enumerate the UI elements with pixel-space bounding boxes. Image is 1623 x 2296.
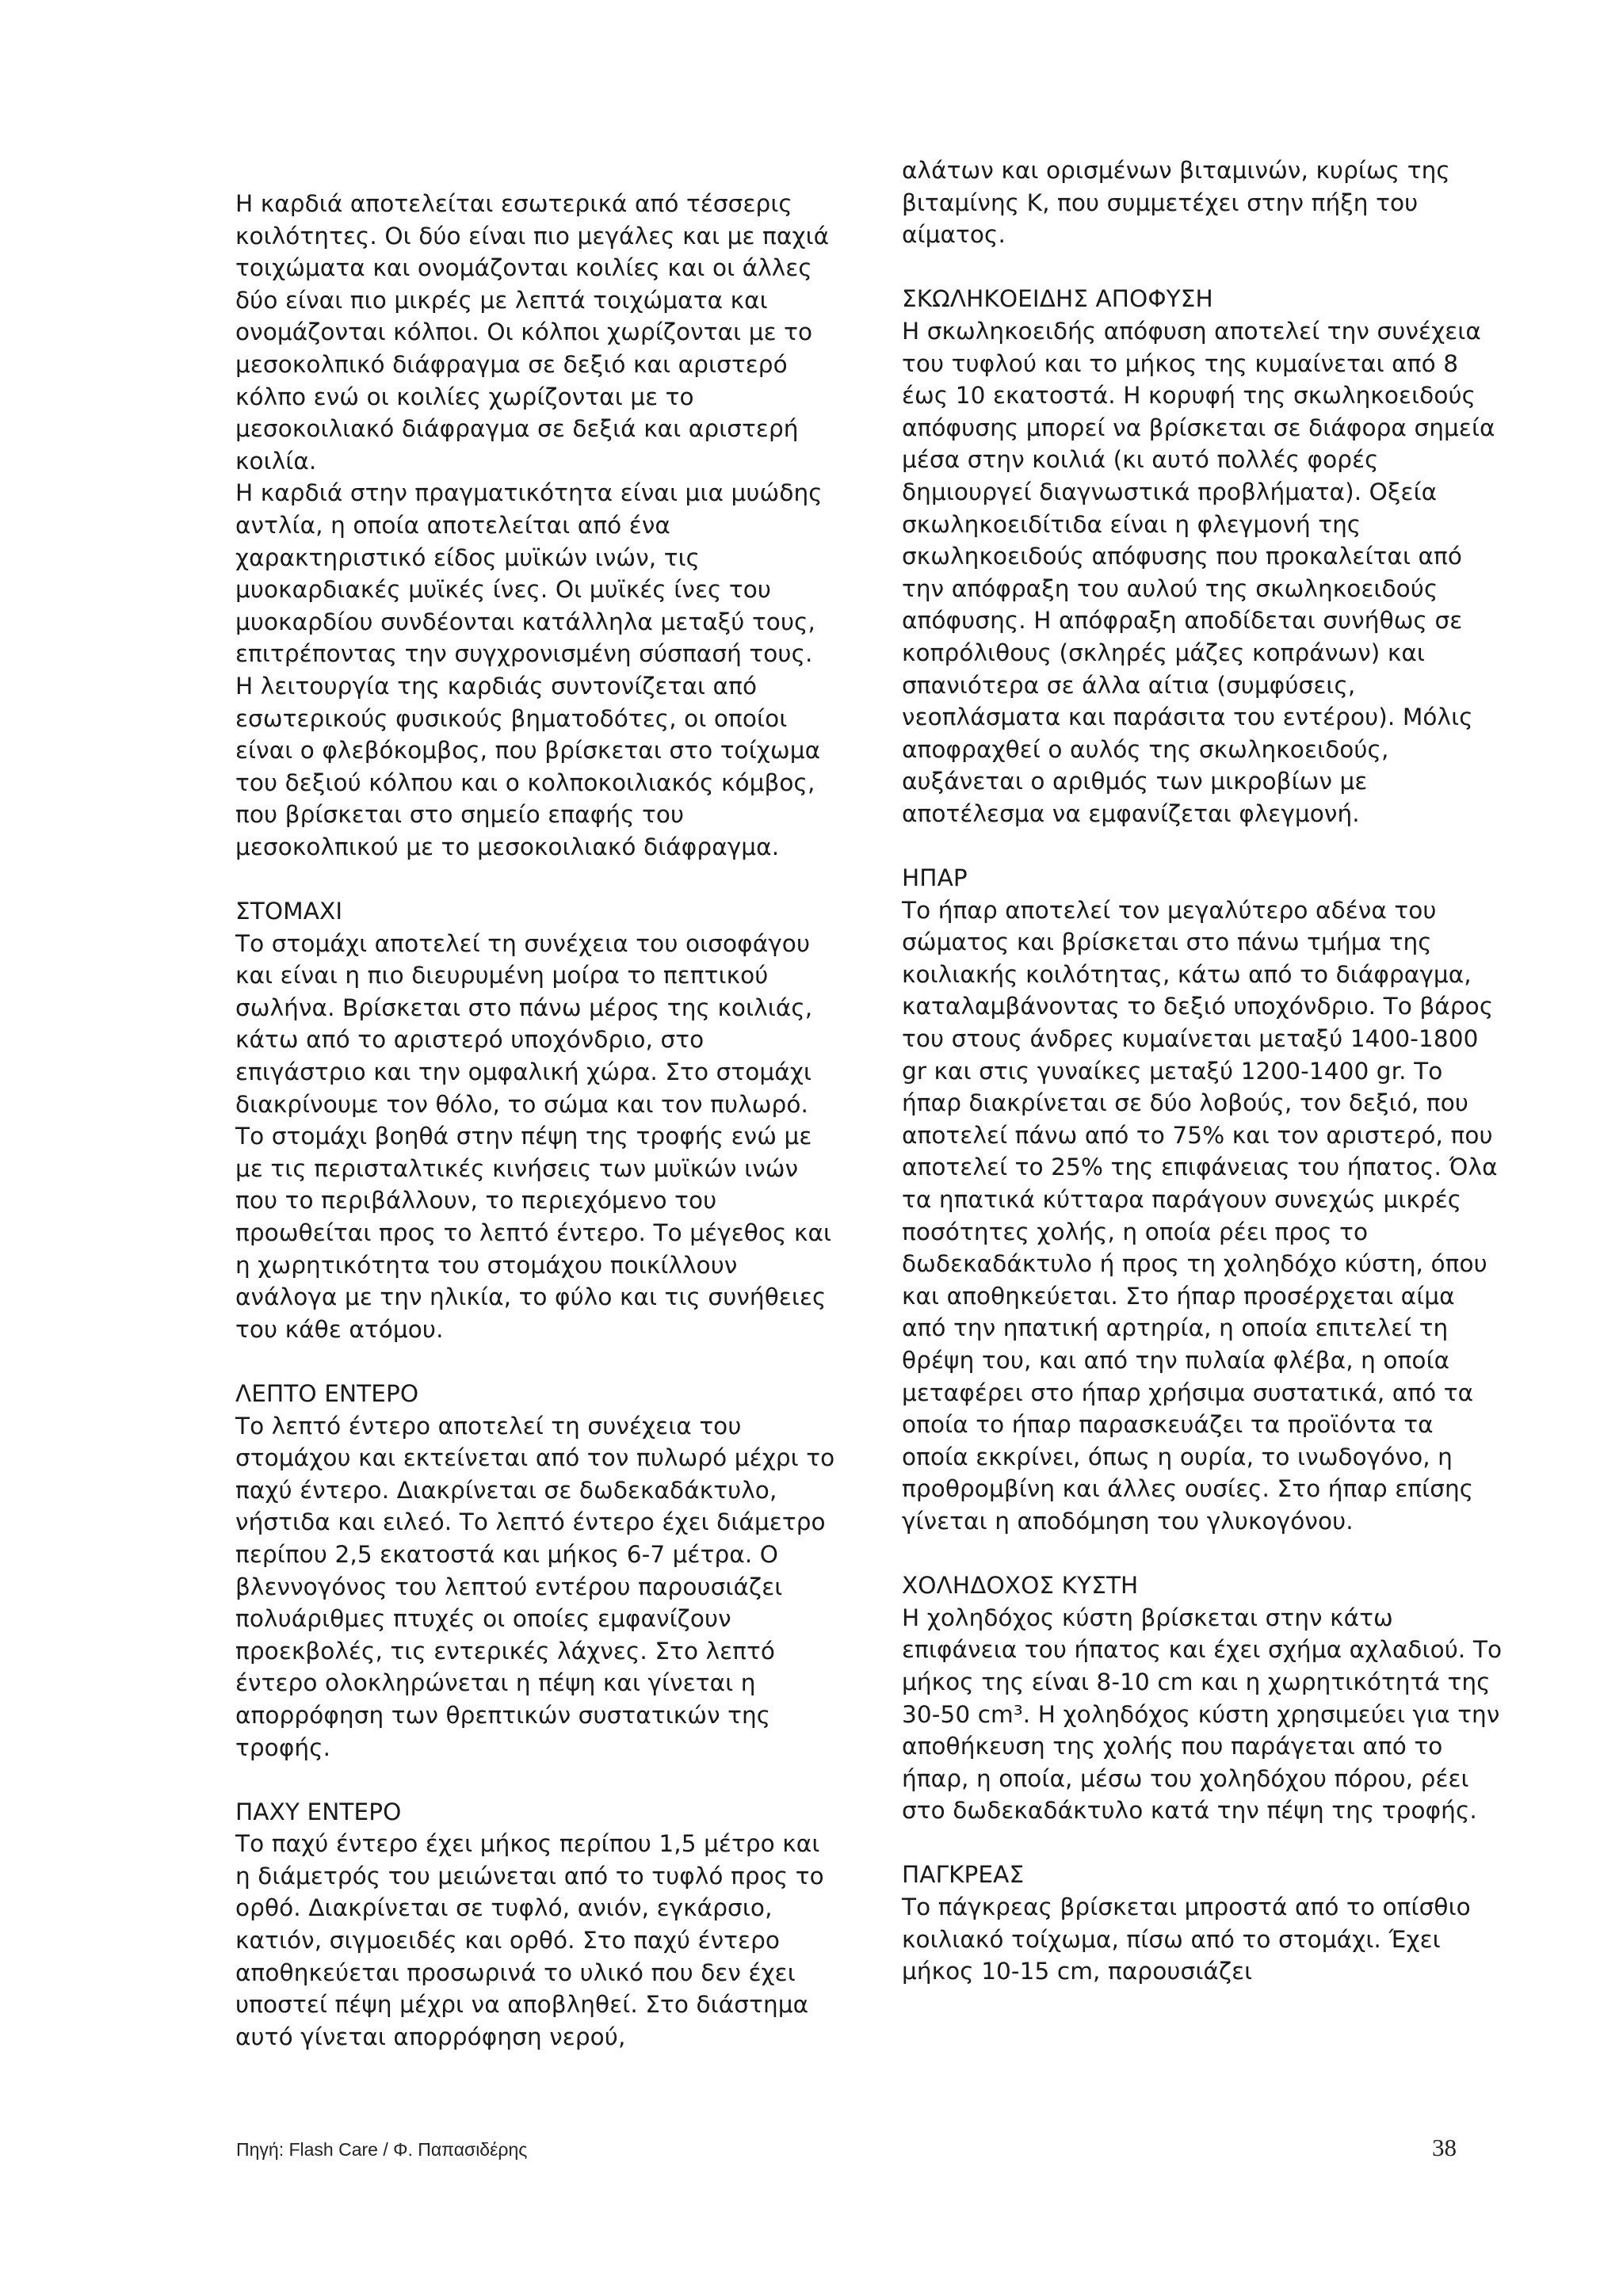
heart-paragraph-2: Η καρδιά στην πραγματικότητα είναι μια μυώδης αντλία, η οποία αποτελείται από ένα χαρακτηριστικό είδος μυϊκών ινών, τις μυοκαρδιακές μυϊκές ίνες. Οι μυϊκές ίνες του μυοκαρδίου συνδέονται κατάλληλα μεταξύ τους, επιτρέποντας την συγχρονισμένη σύσπασή τους. Η λειτουργία της καρδιάς συντονίζεται από εσωτερικούς φυσικούς βηματοδότες, οι οποίοι είναι ο φλεβόκομβος, που βρίσκεται στο τοίχωμα του δεξιού κόλπου και ο κολποκοιλιακός κόμβος, που βρίσκεται στο σημείο επαφής του μεσοκολπικού με το μεσοκοιλιακό διάφραγμα. [235, 479, 823, 860]
small-intestine-paragraph: Το λεπτό έντερο αποτελεί τη συνέχεια του στομάχου και εκτείνεται από τον πυλωρό μέχρι το παχύ έντερο. Διακρίνεται σε δωδεκαδάκτυλο, νήστιδα και ειλεό. Το λεπτό έντερο έχει διάμετρο περίπου 2,5 εκατοστά και μήκος 6-7 μέτρα. Ο βλεννογόνος του λεπτού εντέρου παρουσιάζει πολυάριθμες πτυχές οι οποίες εμφανίζουν προεκβολές, τις εντερικές λάχνες. Στο λεπτό έντερο ολοκληρώνεται η πέψη και γίνεται η απορρόφηση των θρεπτικών συστατικών της τροφής. [235, 1412, 835, 1761]
spacer [902, 1538, 1504, 1570]
section-heading-stomach: ΣΤΟΜΑΧΙ [235, 898, 343, 925]
section-heading-pancreas: ΠΑΓΚΡΕΑΣ [902, 1861, 1025, 1889]
appendix-paragraph: Η σκωληκοειδής απόφυση αποτελεί την συνέχεια του τυφλού και το μήκος της κυμαίνεται από 8 έως 10 εκατοστά. Η κορυφή της σκωληκοειδούς απόφυσης μπορεί να βρίσκεται σε διάφορα σημεία μέσα στην κοιλιά (κι αυτό πολλές φορές δημιουργεί διαγνωστικά προβλήματα). Οξεία σκωληκοειδίτιδα είναι η φλεγμονή της σκωληκοειδούς απόφυσης που προκαλείται από την απόφραξη του αυλού της σκωληκοειδούς απόφυσης. Η απόφραξη αποδίδεται συνήθως σε κοπρόλιθους (σκληρές μάζες κοπράνων) και σπανιότερα σε άλλα αίτια (συμφύσεις, νεοπλάσματα και παράσιτα του εντέρου). Μόλις αποφραχθεί ο αυλός της σκωληκοειδούς, αυξάνεται ο αριθμός των μικροβίων με αποτέλεσμα να εμφανίζεται φλεγμονή. [902, 317, 1495, 827]
left-column [235, 188, 838, 2053]
spacer [235, 863, 838, 895]
spacer [235, 1345, 838, 1378]
continued-paragraph: αλάτων και ορισμένων βιταμινών, κυρίως της βιταμίνης Κ, που συμμετέχει στην πήξη του αίματος. [902, 157, 1450, 249]
right-column [902, 154, 1504, 1988]
section-heading-liver: ΗΠΑΡ [902, 864, 968, 892]
spacer [902, 251, 1504, 284]
spacer [902, 1827, 1504, 1859]
gallbladder-paragraph: Η χοληδόχος κύστη βρίσκεται στην κάτω επιφάνεια του ήπατος και έχει σχήμα αχλαδιού. Το μήκος της είναι 8-10 cm και η χωρητικότητά της 30-50 cm³. Η χοληδόχος κύστη χρησιμεύει για την αποθήκευση της χολής που παράγεται από το ήπαρ, η οποία, μέσω του χοληδόχου πόρου, ρέει στο δωδεκαδάκτυλο κατά την πέψη της τροφής. [902, 1604, 1503, 1825]
page-number: 38 [1432, 2134, 1457, 2161]
section-heading-large-intestine: ΠΑΧΥ ΕΝΤΕΡΟ [235, 1798, 402, 1825]
spacer [902, 830, 1504, 862]
heart-paragraph-1: Η καρδιά αποτελείται εσωτερικά από τέσσερις κοιλότητες. Οι δύο είναι πιο μεγάλες και με παχιά τοιχώματα και ονομάζονται κοιλίες και οι άλλες δύο είναι πιο μικρές με λεπτά τοιχώματα και ονομάζονται κόλποι. Οι κόλποι χωρίζονται με το μεσοκολπικό διάφραγμα σε δεξιό και αριστερό κόλπο ενώ οι κοιλίες χωρίζονται με το μεσοκοιλιακό διάφραγμα σε δεξιά και αριστερή κοιλία. [235, 190, 830, 475]
large-intestine-paragraph: Το παχύ έντερο έχει μήκος περίπου 1,5 μέτρο και η διάμετρός του μειώνεται από το τυφλό προς το ορθό. Διακρίνεται σε τυφλό, ανιόν, εγκάρσιο, κατιόν, σιγμοειδές και ορθό. Στο παχύ έντερο αποθηκεύεται προσωρινά το υλικό που δεν έχει υποστεί πέψη μέχρι να αποβληθεί. Στο διάστημα αυτό γίνεται απορρόφηση νερού, [235, 1830, 824, 2050]
liver-paragraph: Το ήπαρ αποτελεί τον μεγαλύτερο αδένα του σώματος και βρίσκεται στο πάνω τμήμα της κοιλιακής κοιλότητας, κάτω από το διάφραγμα, καταλαμβάνοντας το δεξιό υποχόνδριο. Το βάρος του στους άνδρες κυμαίνεται μεταξύ 1400-1800 gr και στις γυναίκες μεταξύ 1200-1400 gr. Το ήπαρ διακρίνεται σε δύο λοβούς, τον δεξιό, που αποτελεί πάνω από το 75% και τον αριστερό, που αποτελεί το 25% της επιφάνειας του ήπατος. Όλα τα ηπατικά κύτταρα παράγουν συνεχώς μικρές ποσότητες χολής, η οποία ρέει προς το δωδεκαδάκτυλο ή προς τη χοληδόχο κύστη, όπου και αποθηκεύεται. Στο ήπαρ προσέρχεται αίμα από την ηπατική αρτηρία, η οποία επιτελεί τη θρέψη του, και από την πυλαία φλέβα, η οποία μεταφέρει στο ήπαρ χρήσιμα συστατικά, από τα οποία το ήπαρ παρασκευάζει τα προϊόντα τα οποία εκκρίνει, όπως η ουρία, το ινωδογόνο, η προθρομβίνη και άλλες ουσίες. Στο ήπαρ επίσης γίνεται η αποδόμηση του γλυκογόνου. [902, 896, 1498, 1535]
spacer [235, 1764, 838, 1796]
pancreas-paragraph: Το πάγκρεας βρίσκεται μπροστά από το οπίσθιο κοιλιακό τοίχωμα, πίσω από το στομάχι. Έχει μήκος 10-15 cm, παρουσιάζει [902, 1894, 1471, 1985]
stomach-paragraph: Το στομάχι αποτελεί τη συνέχεια του οισοφάγου και είναι η πιο διευρυμένη μοίρα το πεπτικού σωλήνα. Βρίσκεται στο πάνω μέρος της κοιλιάς, κάτω από το αριστερό υποχόνδριο, στο επιγάστριο και την ομφαλική χώρα. Στο στομάχι διακρίνουμε τον θόλο, το σώμα και τον πυλωρό. Το στομάχι βοηθά στην πέψη της τροφής ενώ με με τις περισταλτικές κινήσεις των μυϊκών ινών που το περιβάλλουν, το περιεχόμενο του προωθείται προς το λεπτό έντερο. Το μέγεθος και η χωρητικότητα του στομάχου ποικίλλουν ανάλογα με την ηλικία, το φύλο και τις συνήθειες του κάθε ατόμου. [235, 929, 832, 1343]
section-heading-gallbladder: ΧΟΛΗΔΟΧΟΣ ΚΥΣΤΗ [902, 1572, 1139, 1600]
footer-source: Πηγή: Flash Care / Φ. Παπασιδέρης [236, 2139, 528, 2160]
section-heading-appendix: ΣΚΩΛΗΚΟΕΙΔΗΣ ΑΠΟΦΥΣΗ [902, 285, 1213, 313]
section-heading-small-intestine: ΛΕΠΤΟ ΕΝΤΕΡΟ [235, 1379, 419, 1407]
